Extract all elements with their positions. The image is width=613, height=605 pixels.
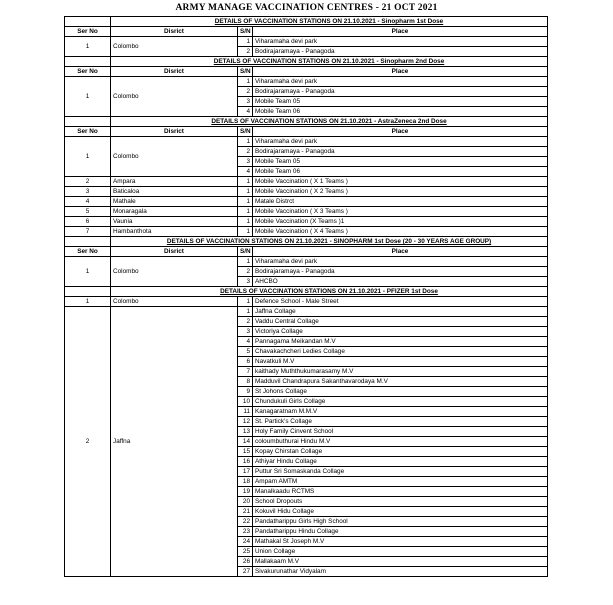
place-cell: Mallakaam M.V [253,557,548,567]
ser-no-cell: 1 [65,37,111,57]
sn-cell: 2 [238,47,253,57]
place-cell: Holy Family Cinvent School [253,427,548,437]
section-title-row [65,117,548,127]
district-cell: Monaragala [111,207,238,217]
table-row [65,207,548,217]
place-cell: Kokuvil Hidu Collage [253,507,548,517]
sn-cell: 16 [238,457,253,467]
sn-cell: 1 [238,207,253,217]
section-title-spacer [65,57,111,67]
section-title-spacer [65,287,111,297]
ser-no-cell: 3 [65,187,111,197]
sn-cell: 22 [238,517,253,527]
sn-cell: 1 [238,177,253,187]
district-cell: Baticaloa [111,187,238,197]
sn-cell: 4 [238,337,253,347]
place-cell: AHCBO [253,277,548,287]
column-header-row [65,27,548,37]
ser-no-cell: 1 [65,137,111,177]
header-district: Disrict [111,127,238,137]
header-sn: S/N [238,127,253,137]
sn-cell: 26 [238,557,253,567]
district-cell: Ampara [111,177,238,187]
district-cell: Hambanthota [111,227,238,237]
table-row [65,217,548,227]
place-cell: Navatkuli M.V [253,357,548,367]
sn-cell: 8 [238,377,253,387]
header-ser-no: Ser No [65,127,111,137]
header-district: Disrict [111,27,238,37]
place-cell: Viharamaha devi park [253,77,548,87]
section-title: DETAILS OF VACCINATION STATIONS ON 21.10.2021 - Sinopharm 1st Dose [111,17,548,27]
place-cell: Pandatharippu Girls High School [253,517,548,527]
ser-no-cell: 4 [65,197,111,207]
header-ser-no: Ser No [65,27,111,37]
sn-cell: 27 [238,567,253,577]
sn-cell: 13 [238,427,253,437]
ser-no-cell: 1 [65,77,111,117]
sn-cell: 2 [238,147,253,157]
table-row [65,227,548,237]
district-cell: Mathale [111,197,238,207]
document-title: ARMY MANAGE VACCINATION CENTRES - 21 OCT 2021 [175,3,438,13]
place-cell: Mobile Vaccination (X Teams )1 [253,217,548,227]
district-cell: Colombo [111,37,238,57]
place-cell: Mobile Team 05 [253,97,548,107]
section-title: DETAILS OF VACCINATION STATIONS ON 21.10.2021 - PFIZER 1st Dose [111,287,548,297]
sn-cell: 1 [238,37,253,47]
section-title: DETAILS OF VACCINATION STATIONS ON 21.10.2021 - SINOPHARM 1st Dose (20 - 30 YEARS AGE GROUP) [111,237,548,247]
place-cell: Jaffna Collage [253,307,548,317]
section-title-row [65,17,548,27]
header-place: Place [253,247,548,257]
header-sn: S/N [238,27,253,37]
place-cell: St Johons Collage [253,387,548,397]
place-cell: St. Partick's Collage [253,417,548,427]
header-ser-no: Ser No [65,247,111,257]
place-cell: Pandatharippu Hindu Collage [253,527,548,537]
district-cell: Colombo [111,137,238,177]
section-title-row [65,237,548,247]
header-sn: S/N [238,247,253,257]
sn-cell: 1 [238,137,253,147]
place-cell: Manalkaadu RCTMS [253,487,548,497]
sn-cell: 1 [238,307,253,317]
sn-cell: 2 [238,267,253,277]
place-cell: Kanagaratnam M.M.V [253,407,548,417]
place-cell: Mobile Vaccination ( X 2 Teams ) [253,187,548,197]
place-cell: Mobile Team 06 [253,167,548,177]
sn-cell: 14 [238,437,253,447]
table-row [65,37,548,47]
sn-cell: 4 [238,167,253,177]
header-ser-no: Ser No [65,67,111,77]
sn-cell: 18 [238,477,253,487]
place-cell: Victoriya Collage [253,327,548,337]
table-row [65,307,548,317]
sn-cell: 2 [238,87,253,97]
section-title-spacer [65,117,111,127]
place-cell: Bodirajaramaya - Panagoda [253,47,548,57]
place-cell: Sivakurunathar Vidyalam [253,567,548,577]
place-cell: Pannagama Meikandan M.V [253,337,548,347]
sn-cell: 5 [238,347,253,357]
table-row [65,77,548,87]
sn-cell: 9 [238,387,253,397]
place-cell: Mobile Vaccination ( X 3 Teams ) [253,207,548,217]
table-row [65,137,548,147]
sn-cell: 2 [238,317,253,327]
table-row [65,187,548,197]
sn-cell: 20 [238,497,253,507]
sn-cell: 1 [238,227,253,237]
section-title-row [65,287,548,297]
place-cell: Bodirajaramaya - Panagoda [253,147,548,157]
section-title: DETAILS OF VACCINATION STATIONS ON 21.10.2021 - AstraZeneca 2nd Dose [111,117,548,127]
place-cell: Mobile Team 05 [253,157,548,167]
place-cell: Bodirajaramaya - Panagoda [253,267,548,277]
header-place: Place [253,127,548,137]
table-row [65,197,548,207]
section-title-row [65,57,548,67]
place-cell: Mobile Team 06 [253,107,548,117]
place-cell: Matale Distrct [253,197,548,207]
ser-no-cell: 5 [65,207,111,217]
section-title-spacer [65,17,111,27]
place-cell: Chavakachcheri Ledies Collage [253,347,548,357]
district-cell: Colombo [111,257,238,287]
sn-cell: 1 [238,297,253,307]
place-cell: coloumbuthurai Hindu M.V [253,437,548,447]
sn-cell: 1 [238,77,253,87]
sn-cell: 1 [238,217,253,227]
section-title-spacer [65,237,111,247]
place-cell: Viharamaha devi park [253,137,548,147]
ser-no-cell: 2 [65,307,111,577]
section-title: DETAILS OF VACCINATION STATIONS ON 21.10.2021 - Sinopharm 2nd Dose [111,57,548,67]
district-cell: Colombo [111,297,238,307]
place-cell: Bodirajaramaya - Panagoda [253,87,548,97]
place-cell: Viharamaha devi park [253,37,548,47]
table-row [65,177,548,187]
place-cell: Athiyar Hindu Collage [253,457,548,467]
place-cell: Puttur Sri Somaskanda Collage [253,467,548,477]
place-cell: Vaddu Central Collage [253,317,548,327]
table-row [65,297,548,307]
sn-cell: 3 [238,97,253,107]
ser-no-cell: 2 [65,177,111,187]
vaccination-table [64,16,548,577]
sn-cell: 6 [238,357,253,367]
sn-cell: 24 [238,537,253,547]
sn-cell: 17 [238,467,253,477]
header-place: Place [253,27,548,37]
header-place: Place [253,67,548,77]
place-cell: kaithady Muththukumarasamy M.V [253,367,548,377]
sn-cell: 10 [238,397,253,407]
place-cell: Chundukuli Girls Collage [253,397,548,407]
sn-cell: 25 [238,547,253,557]
vaccination-table-body [65,17,548,577]
sn-cell: 4 [238,107,253,117]
place-cell: Mobile Vaccination ( X 1 Teams ) [253,177,548,187]
place-cell: Madduvil Chandrapura Sakanthavarodaya M.V [253,377,548,387]
sn-cell: 15 [238,447,253,457]
ser-no-cell: 7 [65,227,111,237]
sn-cell: 1 [238,187,253,197]
sn-cell: 19 [238,487,253,497]
sn-cell: 3 [238,157,253,167]
place-cell: Viharamaha devi park [253,257,548,267]
sn-cell: 7 [238,367,253,377]
header-sn: S/N [238,67,253,77]
district-cell: Jaffna [111,307,238,577]
ser-no-cell: 1 [65,257,111,287]
column-header-row [65,67,548,77]
sn-cell: 12 [238,417,253,427]
ser-no-cell: 6 [65,217,111,227]
district-cell: Vaunia [111,217,238,227]
header-district: Disrict [111,67,238,77]
sn-cell: 11 [238,407,253,417]
place-cell: Defence School - Male Street [253,297,548,307]
column-header-row [65,127,548,137]
district-cell: Colombo [111,77,238,117]
sn-cell: 1 [238,257,253,267]
place-cell: Mobile Vaccination ( X 4 Teams ) [253,227,548,237]
sn-cell: 3 [238,277,253,287]
place-cell: Ampam AMTM [253,477,548,487]
sn-cell: 21 [238,507,253,517]
place-cell: Kopay Chirstan Collage [253,447,548,457]
column-header-row [65,247,548,257]
place-cell: School Dropouts [253,497,548,507]
ser-no-cell: 1 [65,297,111,307]
sn-cell: 1 [238,197,253,207]
place-cell: Mathakal St Joseph M.V [253,537,548,547]
sn-cell: 3 [238,327,253,337]
table-row [65,257,548,267]
header-district: Disrict [111,247,238,257]
place-cell: Union Collage [253,547,548,557]
sn-cell: 23 [238,527,253,537]
